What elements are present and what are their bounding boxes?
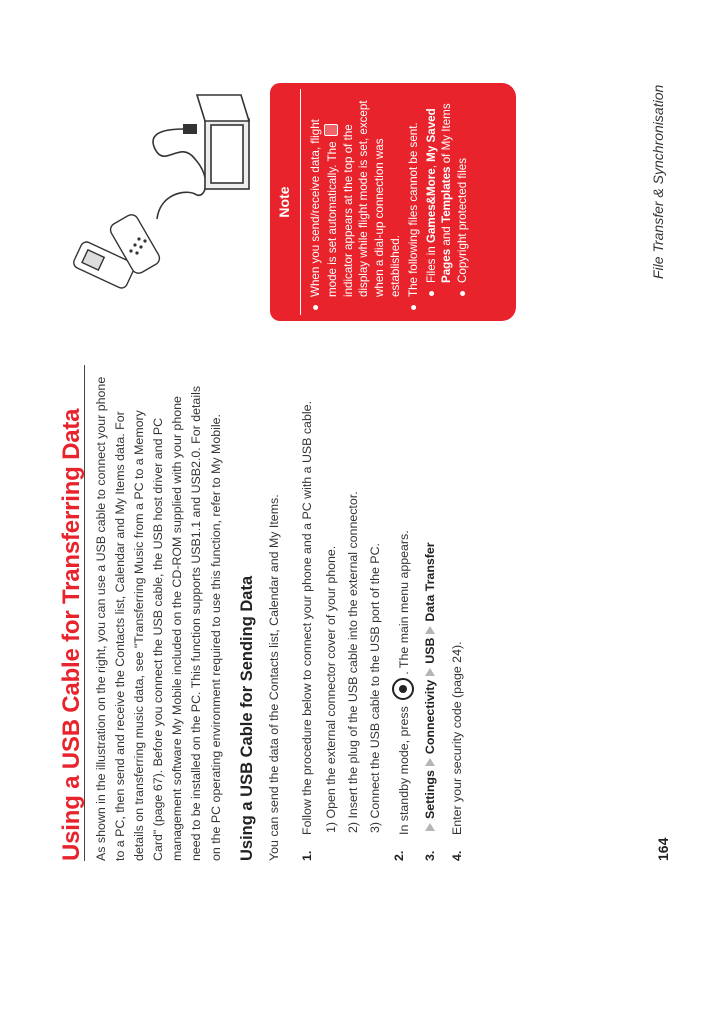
note-subitem (424, 91, 456, 311)
body-line: need to be installed on the PC. This function supports USB1.1 and USB2.0. For details (189, 385, 204, 861)
usb-cable (153, 129, 206, 219)
note-body (308, 91, 471, 311)
folder-name: My Saved Pages (424, 108, 454, 283)
step-text: Enter your security code (page 24). (450, 641, 464, 835)
step-number: 4. (450, 850, 464, 861)
note-text: When you send/receive data, flight mode is set automatically. The (309, 119, 339, 297)
menu-path-item: USB (423, 637, 437, 664)
laptop-icon (197, 95, 249, 189)
substep-2: 2) Insert the plug of the USB cable into the external connector. (346, 491, 360, 833)
body-line: Card" (page 67). Before you connect the USB cable, the USB host driver and PC (151, 417, 166, 861)
step-2-text-after: . The main menu appears. (397, 530, 411, 675)
menu-path-item: Data Transfer (423, 542, 437, 622)
note-item (406, 91, 422, 311)
note-box (270, 83, 516, 321)
center-key-icon (392, 678, 414, 700)
step-number: 2. (392, 850, 406, 861)
menu-path (423, 542, 437, 835)
menu-path-item: Settings (423, 770, 437, 819)
arrow-right-icon (425, 626, 435, 634)
phone-icon (72, 212, 162, 289)
step-2-text-before: In standby mode, press (397, 706, 411, 835)
note-text: Copyright protected files (456, 157, 470, 283)
section-heading: Using a USB Cable for Sending Data (238, 575, 256, 861)
arrow-right-icon (425, 668, 435, 676)
intro-paragraph (92, 351, 226, 861)
note-text: of My Items (440, 103, 454, 164)
flight-mode-icon (324, 124, 338, 136)
bullet-icon: ● (309, 303, 322, 311)
folder-name: Games&More (424, 168, 438, 244)
chapter-footer: File Transfer & Synchronisation (650, 84, 666, 279)
bullet-icon: ● (424, 289, 438, 297)
body-line: management software My Mobile included on the CD-ROM supplied with your phone (170, 396, 185, 861)
bullet-icon: ● (456, 289, 470, 297)
note-text: indicator appears at the top of the display while flight mode is set, except when a dial-up connection was established. (341, 100, 402, 297)
step-number: 3. (423, 850, 437, 861)
usb-connection-illustration (65, 89, 255, 289)
arrow-right-icon (425, 758, 435, 766)
folder-name: Templates (440, 166, 454, 224)
step-number: 1. (300, 850, 314, 861)
substep-3: 3) Connect the USB cable to the USB port of the PC. (368, 543, 382, 833)
bullet-icon: ● (406, 303, 420, 311)
note-text: , (424, 165, 438, 169)
body-line: to a PC, then send and receive the Contacts list, Calendar and My Items data. For (113, 411, 128, 861)
note-divider (300, 89, 301, 315)
section-intro: You can send the data of the Contacts list, Calendar and My Items. (267, 494, 281, 861)
substep-1: 1) Open the external connector cover of your phone. (324, 545, 338, 833)
note-heading: Note (276, 186, 292, 218)
usb-plug-icon (183, 124, 197, 134)
page-number: 164 (655, 837, 671, 861)
body-line: details on transferring music data, see "Transferring Music from a PC to a Memory (132, 410, 147, 861)
page-title: Using a USB Cable for Transferring Data (58, 408, 85, 861)
body-line: on the PC operating environment required to use this function, refer to My Mobile. (208, 414, 223, 861)
note-subitem (455, 91, 471, 311)
note-text: Files in (424, 246, 438, 283)
title-divider (84, 365, 85, 861)
note-text: and (440, 226, 454, 246)
note-item (308, 91, 404, 311)
step-text (392, 530, 414, 835)
step-text: Follow the procedure below to connect your phone and a PC with a USB cable. (300, 401, 314, 835)
menu-path-item: Connectivity (423, 679, 437, 755)
body-line: As shown in the illustration on the right, you can use a USB cable to connect your phone (94, 376, 108, 861)
note-text: The following files cannot be sent. (406, 122, 420, 297)
arrow-right-icon (425, 823, 435, 831)
